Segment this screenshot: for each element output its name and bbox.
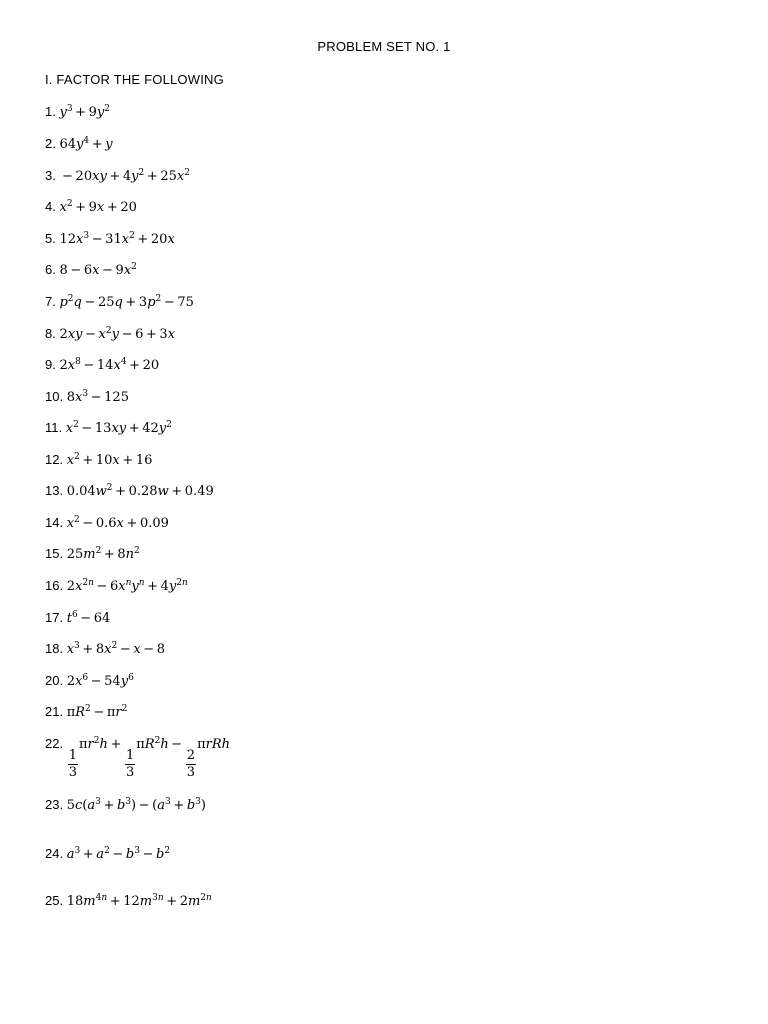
problem-expression: $p^2q - 25q + 3p^2 - 75$ [59, 294, 194, 310]
problem-item [45, 420, 172, 437]
problem-expression: $\pi R^2 - \pi r^2$ [66, 704, 128, 720]
problem-number: 15. [45, 546, 64, 561]
problem-number: 17. [45, 610, 64, 625]
problem-item [45, 641, 165, 658]
problem-number: 9. [45, 357, 56, 372]
problem-item [45, 483, 214, 500]
problem-number: 10. [45, 389, 64, 404]
problem-expression: $x^2 + 10x + 16$ [66, 452, 153, 468]
problem-number: 2. [45, 136, 56, 151]
problem-item [45, 136, 113, 153]
problem-item [45, 199, 137, 216]
problem-expression: $x^2 + 9x + 20$ [59, 199, 137, 215]
problem-item [45, 610, 110, 627]
problem-expression: $x^3 + 8x^2 - x - 8$ [66, 641, 166, 657]
problem-number: 6. [45, 262, 56, 277]
problem-item [45, 326, 175, 343]
problem-number: 16. [45, 578, 64, 593]
problem-expression: $a^3 + a^2 - b^3 - b^2$ [66, 846, 171, 862]
problem-item [45, 846, 170, 863]
problem-expression: − $20xy + 4y^2 + 25x^2$ [59, 168, 190, 184]
problem-number: 5. [45, 231, 56, 246]
problem-item [45, 673, 134, 690]
problem-number: 14. [45, 515, 64, 530]
page-title: PROBLEM SET NO. 1 [317, 39, 451, 54]
problem-number: 22. [45, 736, 64, 751]
problem-expression: $64y^4 + y$ [59, 136, 113, 152]
problem-number: 1. [45, 104, 56, 119]
problem-expression: $2xy - x^2y - 6 + 3x$ [59, 326, 176, 342]
problem-item [45, 357, 159, 374]
problem-number: 11. [45, 420, 63, 435]
problem-number: 18. [45, 641, 64, 656]
problem-number: 3. [45, 168, 56, 183]
problem-item [45, 452, 152, 469]
problem-number: 20. [45, 673, 64, 688]
problem-number: 24. [45, 846, 64, 861]
problem-expression: $8 - 6x - 9x^2$ [59, 262, 137, 278]
problem-expression: $x^2 - 13xy + 42y^2$ [65, 420, 172, 436]
problem-item [45, 736, 230, 781]
problem-item [45, 168, 190, 185]
problem-number: 12. [45, 452, 64, 467]
problem-expression: $y^3 + 9y^2$ [59, 104, 111, 120]
problem-expression: $0.04w^2 + 0.28w + 0.49$ [66, 483, 214, 499]
problem-number: 21. [45, 704, 64, 719]
problem-expression: $2x^{2n} - 6x^ny^n + 4y^{2n}$ [66, 578, 188, 594]
problem-number: 8. [45, 326, 56, 341]
problem-item [45, 578, 188, 595]
problem-item [45, 546, 140, 563]
problem-expression: $18m^{4n} + 12m^{3n} + 2m^{2n}$ [66, 893, 212, 909]
problem-expression: $12x^3 - 31x^2 + 20x$ [59, 231, 175, 247]
problem-expression: $5c(a^3 + b^3) - (a^3 + b^3)$ [66, 797, 206, 813]
problem-item [45, 262, 137, 279]
problem-expression: $t^6 - 64$ [66, 610, 111, 626]
problem-number: 25. [45, 893, 64, 908]
problem-item [45, 389, 129, 406]
section-heading: I. FACTOR THE FOLLOWING [45, 72, 224, 87]
problem-expression: $x^2 - 0.6x + 0.09$ [66, 515, 169, 531]
problem-item [45, 104, 110, 121]
problem-expression: $2x^6 - 54y^6$ [66, 673, 134, 689]
problem-item [45, 294, 194, 311]
problem-item [45, 704, 127, 721]
problem-item [45, 515, 169, 532]
problem-expression: $\frac{1}{3}$ $\pi r^2h$ + $\frac{1}{3}$ $\pi R^2h$ − $\frac{2}{3}$ πrRh [68, 736, 230, 780]
problem-number: 23. [45, 797, 64, 812]
problem-number: 7. [45, 294, 56, 309]
problem-expression: $2x^8 - 14x^4 + 20$ [59, 357, 160, 373]
problem-expression: $25m^2 + 8n^2$ [66, 546, 140, 562]
problem-number: 4. [45, 199, 56, 214]
problem-item [45, 797, 206, 814]
problem-expression: $8x^3 - 125$ [66, 389, 129, 405]
problem-item [45, 231, 175, 248]
problem-number: 13. [45, 483, 64, 498]
problem-item [45, 893, 212, 910]
